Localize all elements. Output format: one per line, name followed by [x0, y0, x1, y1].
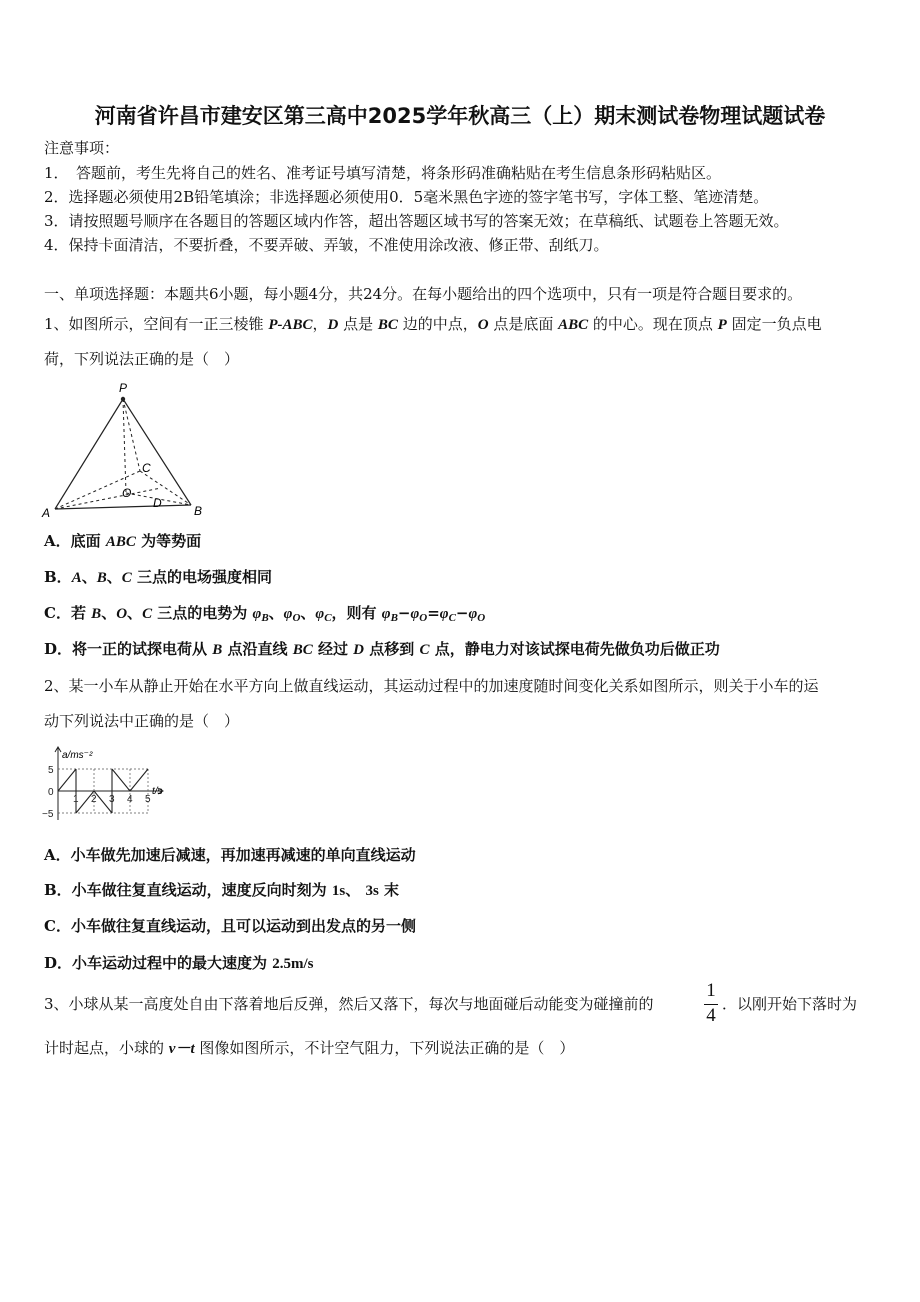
q1-option-c[interactable]	[44, 603, 485, 628]
page-title: 河南省许昌市建安区第三高中2025学年秋高三（上）期末测试卷物理试题试卷	[94, 104, 826, 128]
q2-option-a[interactable]: A．小车做先加速后减速，再加速再减速的单向直线运动	[44, 846, 416, 864]
option-var: O	[116, 606, 128, 622]
q2-stem-line1: 2、某一小车从静止开始在水平方向上做直线运动，其运动过程中的加速度随时间变化关系如图所示，则关于小车的运	[44, 677, 819, 695]
option-var: A	[71, 570, 82, 586]
q2-option-b[interactable]	[44, 880, 399, 901]
option-var: C	[419, 642, 430, 658]
x-tick-label: 2	[91, 794, 97, 805]
fraction-denominator: 4	[706, 1005, 716, 1026]
q1-text: 的中心。现在顶点	[588, 315, 718, 333]
phi: φ	[410, 606, 420, 622]
option-text: =	[427, 604, 440, 622]
notice-item-4: 4．保持卡面清洁，不要折叠，不要弄破、弄皱，不准使用涂改液、修正带、刮纸刀。	[44, 236, 609, 254]
option-text: 、	[127, 604, 143, 622]
notice-item-1: 1． 答题前，考生先将自己的姓名、准考证号填写清楚，将条形码准确粘贴在考生信息条形码粘贴区。	[44, 164, 722, 182]
sub: B	[390, 612, 398, 624]
q1-stem-line1	[44, 314, 822, 335]
y-tick-label: 5	[48, 765, 54, 776]
q1-var: O	[477, 317, 489, 333]
option-value: 2.5m/s	[272, 956, 314, 972]
sub: O	[419, 612, 428, 624]
phi: φ	[252, 606, 262, 622]
q1-var: ABC	[558, 317, 589, 333]
option-text: −	[455, 604, 469, 622]
sub: B	[261, 612, 269, 624]
option-text: 、	[300, 604, 316, 622]
q1-var: D	[327, 317, 339, 333]
label-A: A	[42, 506, 51, 520]
option-var: C	[142, 606, 153, 622]
option-text: 三点的电场强度相同	[131, 568, 272, 586]
option-text: 点沿直线	[222, 640, 293, 658]
y-axis-label: a/ms⁻²	[62, 750, 93, 761]
option-text: −	[397, 604, 411, 622]
q3-stem-line1: 3、小球从某一高度处自由下落着地后反弹，然后又落下，每次与地面碰后动能变为碰撞前的	[44, 995, 654, 1013]
option-var: B	[96, 570, 107, 586]
sub: O	[292, 612, 301, 624]
notice-heading: 注意事项：	[44, 139, 120, 157]
q2-option-d[interactable]	[44, 953, 313, 974]
phi: φ	[283, 606, 293, 622]
label-C: C	[142, 461, 151, 475]
option-text: 、	[345, 881, 366, 899]
q1-var: P	[717, 317, 727, 333]
q1-text: 1、如图所示，空间有一正三棱锥	[44, 315, 269, 333]
q1-text: ，	[312, 315, 328, 333]
phi: φ	[381, 606, 391, 622]
y-tick-label: −5	[42, 809, 54, 820]
y-tick-label: 0	[48, 787, 54, 798]
x-tick-label: 4	[127, 794, 133, 805]
fraction-numerator: 1	[706, 980, 716, 1001]
x-tick-label: 1	[73, 794, 79, 805]
option-text: 、	[106, 568, 122, 586]
q3-stem-line1-end: ．以刚开始下落时为	[722, 995, 858, 1013]
x-tick-label: 3	[109, 794, 115, 805]
q1-option-b[interactable]	[44, 567, 272, 588]
q1-text: 点是底面	[488, 315, 559, 333]
option-text: 经过	[312, 640, 354, 658]
q1-var: BC	[377, 317, 398, 333]
q3-var: v－t	[168, 1041, 195, 1057]
q1-text: 固定一负点电	[726, 315, 822, 333]
option-text: D．将一正的试探电荷从	[44, 640, 213, 658]
option-text: 、	[268, 604, 284, 622]
series-segment	[130, 769, 148, 791]
section-heading: 一、单项选择题：本题共6小题，每小题4分，共24分。在每小题给出的四个选项中，只有一项是符合题目要求的。	[44, 285, 803, 303]
sub: C	[448, 612, 456, 624]
q3-text: 图像如图所示，不计空气阻力，下列说法正确的是（ ）	[194, 1039, 575, 1057]
sub: C	[324, 612, 332, 624]
q3-text: 计时起点，小球的	[44, 1039, 169, 1057]
option-value: 3s	[365, 883, 379, 899]
q3-stem-line2	[44, 1038, 574, 1059]
q1-pyramid: P-ABC	[268, 317, 313, 333]
q2-option-c[interactable]: C．小车做往复直线运动，且可以运动到出发点的另一侧	[44, 917, 416, 935]
option-text: A．底面	[44, 532, 106, 550]
notice-item-2: 2．选择题必须使用2B铅笔填涂；非选择题必须使用0．5毫米黑色字迹的签字笔书写，字体工整、笔迹清楚。	[44, 188, 769, 206]
q2-stem-line2: 动下列说法中正确的是（ ）	[44, 712, 240, 730]
option-text: 三点的电势为	[152, 604, 253, 622]
series-segment	[58, 769, 76, 791]
series-segment	[112, 769, 130, 791]
option-var: C	[121, 570, 132, 586]
option-text: 为等势面	[135, 532, 202, 550]
option-text: 点，静电力对该试探电荷先做负功后做正功	[429, 640, 720, 658]
phi: φ	[439, 606, 449, 622]
x-axis-label: t/s	[152, 786, 163, 797]
option-text: ，则有	[331, 604, 382, 622]
q1-stem-line2: 荷，下列说法正确的是（ ）	[44, 350, 240, 368]
option-text: 、	[81, 568, 97, 586]
q1-option-d[interactable]	[44, 639, 720, 660]
x-tick-label: 5	[145, 794, 151, 805]
label-D: D	[153, 496, 162, 510]
option-text: C．若	[44, 604, 92, 622]
q1-text: 点是	[338, 315, 378, 333]
option-var: ABC	[105, 534, 136, 550]
option-value: 1s	[331, 883, 346, 899]
acceleration-chart	[40, 744, 180, 824]
option-text: D．小车运动过程中的最大速度为	[44, 954, 273, 972]
label-O: O	[122, 486, 132, 500]
option-text: B．小车做往复直线运动，速度反向时刻为	[44, 881, 332, 899]
option-var: B	[91, 606, 102, 622]
label-P: P	[119, 381, 128, 395]
option-text: 末	[378, 881, 400, 899]
sub: O	[477, 612, 486, 624]
label-B: B	[194, 504, 203, 518]
option-text: 点移到	[364, 640, 420, 658]
q1-option-a[interactable]	[44, 531, 201, 552]
option-var: BC	[292, 642, 313, 658]
phi: φ	[315, 606, 325, 622]
option-var: B	[212, 642, 223, 658]
pyramid-figure	[38, 378, 210, 520]
option-text: 、	[101, 604, 117, 622]
option-text: B．	[44, 568, 72, 586]
phi: φ	[468, 606, 478, 622]
notice-item-3: 3．请按照题号顺序在各题目的答题区域内作答，超出答题区域书写的答案无效；在草稿纸、试题卷上答题无效。	[44, 212, 789, 230]
q1-text: 边的中点，	[397, 315, 478, 333]
option-var: D	[353, 642, 365, 658]
